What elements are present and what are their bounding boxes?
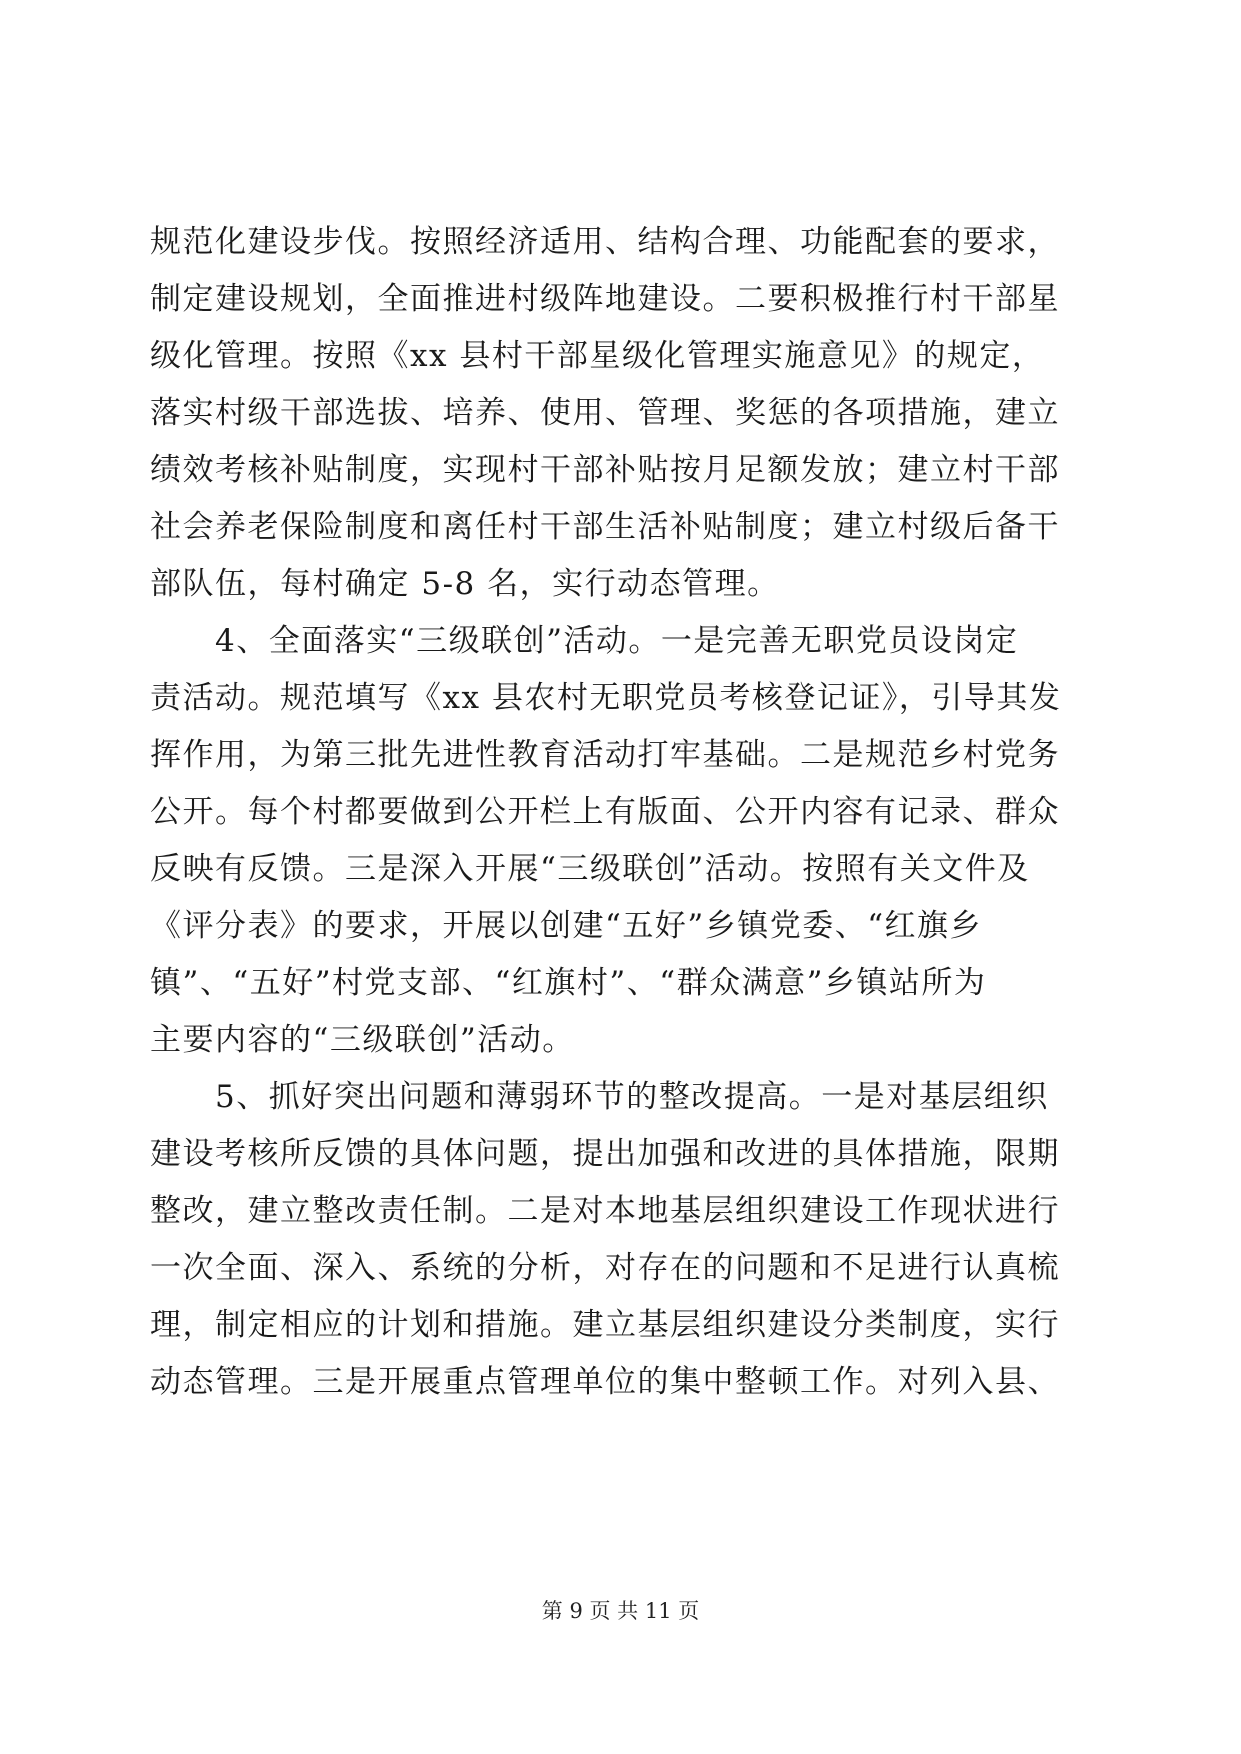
- text-line: 《评分表》的要求，开展以创建“五好”乡镇党委、“红旗乡: [150, 908, 983, 944]
- text-line: 镇”、“五好”村党支部、“红旗村”、“群众满意”乡镇站所为: [150, 965, 987, 1001]
- text-line: 挥作用，为第三批先进性教育活动打牢基础。二是规范乡村党务: [150, 737, 1060, 773]
- text-line: 动态管理。三是开展重点管理单位的集中整顿工作。对列入县、: [150, 1364, 1060, 1400]
- paragraph-start-line: 5、抓好突出问题和薄弱环节的整改提高。一是对基层组织: [215, 1079, 1049, 1115]
- text-line: 建设考核所反馈的具体问题，提出加强和改进的具体措施，限期: [150, 1136, 1060, 1172]
- text-line: 社会养老保险制度和离任村干部生活补贴制度；建立村级后备干: [150, 509, 1060, 545]
- text-line: 主要内容的“三级联创”活动。: [150, 1022, 575, 1058]
- text-line: 部队伍，每村确定 5-8 名，实行动态管理。: [150, 566, 780, 602]
- text-line: 一次全面、深入、系统的分析，对存在的问题和不足进行认真梳: [150, 1250, 1060, 1286]
- text-line: 落实村级干部选拔、培养、使用、管理、奖惩的各项措施，建立: [150, 395, 1060, 431]
- text-line: 责活动。规范填写《xx 县农村无职党员考核登记证》，引导其发: [150, 680, 1062, 716]
- page-footer: 第 9 页 共 11 页: [541, 1599, 700, 1623]
- text-line: 规范化建设步伐。按照经济适用、结构合理、功能配套的要求，: [150, 224, 1060, 260]
- text-line: 绩效考核补贴制度，实现村干部补贴按月足额发放；建立村干部: [150, 452, 1060, 488]
- text-line: 公开。每个村都要做到公开栏上有版面、公开内容有记录、群众: [150, 794, 1060, 830]
- text-line: 级化管理。按照《xx 县村干部星级化管理实施意见》的规定，: [150, 338, 1045, 374]
- text-line: 理，制定相应的计划和措施。建立基层组织建设分类制度，实行: [150, 1307, 1060, 1343]
- text-line: 反映有反馈。三是深入开展“三级联创”活动。按照有关文件及: [150, 851, 1030, 887]
- paragraph-start-line: 4、全面落实“三级联创”活动。一是完善无职党员设岗定: [215, 623, 1019, 659]
- text-line: 制定建设规划，全面推进村级阵地建设。二要积极推行村干部星: [150, 281, 1060, 317]
- text-line: 整改，建立整改责任制。二是对本地基层组织建设工作现状进行: [150, 1193, 1060, 1229]
